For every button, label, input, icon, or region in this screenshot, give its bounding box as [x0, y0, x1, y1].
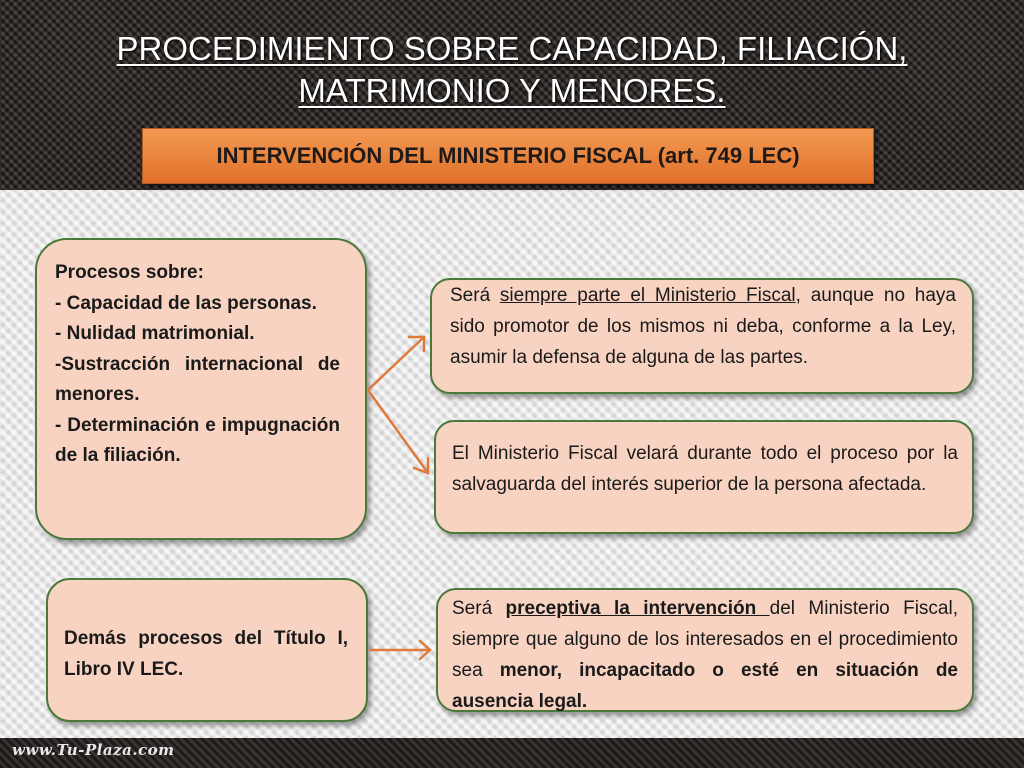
- fiscal-mandatory-pre: Será: [452, 598, 506, 619]
- fiscal-mandatory-mid: del Ministerio Fiscal, siempre que alguno de los interesados en el procedimiento sea: [452, 598, 958, 681]
- fiscal-party-pre: Será: [450, 285, 500, 306]
- processes-heading: Procesos sobre:: [55, 262, 204, 283]
- process-item: - Nulidad matrimonial.: [55, 323, 255, 344]
- process-item: - Determinación e impugnación de la filiación.: [55, 414, 340, 466]
- process-item: - Capacidad de las personas.: [55, 292, 317, 314]
- title-line-2: MATRIMONIO Y MENORES.: [298, 72, 726, 109]
- fiscal-mandatory-bold: menor, incapacitado o esté en situación de ausencia legal.: [452, 660, 958, 712]
- other-processes-text: Demás procesos del Título I, Libro IV LEC.: [64, 628, 348, 680]
- arrow-to-fiscal-party: [368, 337, 424, 390]
- site-logo: www.Tu-Plaza.com: [12, 741, 175, 759]
- process-item: -Sustracción internacional de menores.: [55, 353, 340, 405]
- fiscal-party-underlined: siempre parte el Ministerio Fiscal: [499, 285, 796, 306]
- arrow-to-fiscal-safeguard: [368, 390, 428, 473]
- fiscal-party-post: , aunque no haya sido promotor de los mismos ni deba, conforme a la Ley, asumir la defensa de alguna de las partes.: [450, 285, 956, 368]
- subtitle-text: INTERVENCIÓN DEL MINISTERIO FISCAL (art. 749 LEC): [216, 143, 800, 168]
- fiscal-safeguard-text: El Ministerio Fiscal velará durante todo el proceso por la salvaguarda del interés superior de la persona afectada.: [452, 443, 958, 495]
- title-line-1: PROCEDIMIENTO SOBRE CAPACIDAD, FILIACIÓN,: [116, 30, 908, 67]
- fiscal-mandatory-underlined: preceptiva la intervención: [505, 598, 770, 619]
